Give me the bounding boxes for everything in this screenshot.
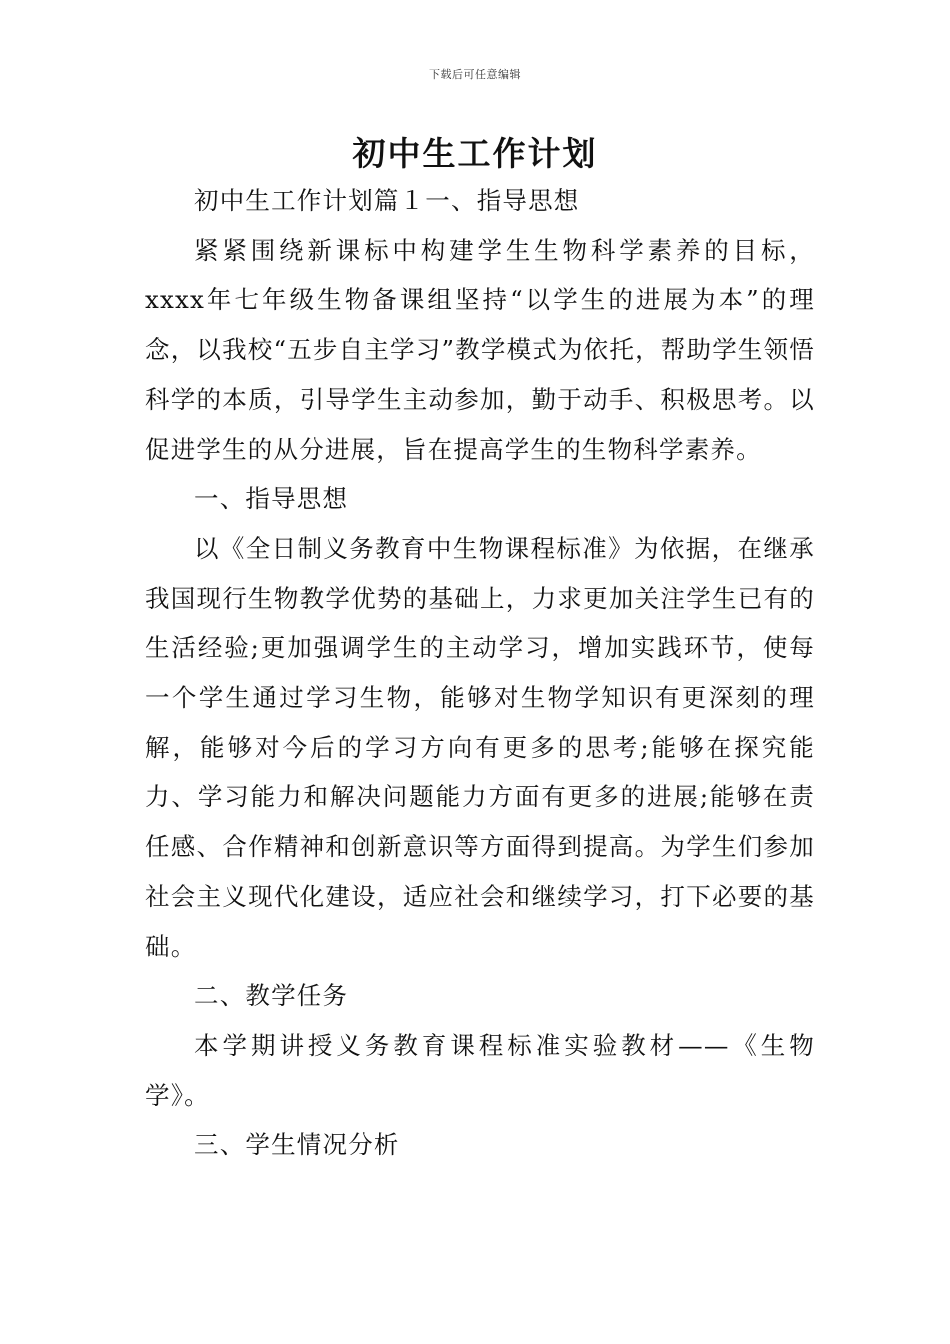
page-title: 初中生工作计划 [352,134,598,173]
paragraph-guiding-thought: 以《全日制义务教育中生物课程标准》为依据，在继承我国现行生物教学优势的基础上，力求更加关注学生已有的生活经验;更加强调学生的主动学习，增加实践环节，使每一个学生通过学习生物，能够对生物学知识有更深刻的理解，能够对今后的学习方向有更多的思考;能够在探究能力、学习能力和解决问题能力方面有更多的进展;能够在责任感、合作精神和创新意识等方面得到提高。为学生们参加社会主义现代化建设，适应社会和继续学习，打下必要的基础。 [145,533,815,961]
header-note: 下载后可任意编辑 [429,68,521,81]
paragraph-teaching-tasks: 本学期讲授义务教育课程标准实验教材——《生物学》。 [145,1030,815,1110]
section-heading-guiding-thought: 一、指导思想 [194,484,349,514]
document-body [145,176,815,1170]
section-heading-student-analysis: 三、学生情况分析 [194,1130,400,1160]
section-heading-teaching-tasks: 二、教学任务 [194,981,349,1011]
paragraph-intro-heading: 初中生工作计划篇１一、指导思想 [194,186,580,215]
paragraph-intro: 紧紧围绕新课标中构建学生生物科学素养的目标，xxxx年七年级生物备课组坚持“以学生的进展为本”的理念，以我校“五步自主学习”教学模式为依托，帮助学生领悟科学的本质，引导学生主动参加，勤于动手、积极思考。以促进学生的从分进展，旨在提高学生的生物科学素养。 [145,235,815,464]
